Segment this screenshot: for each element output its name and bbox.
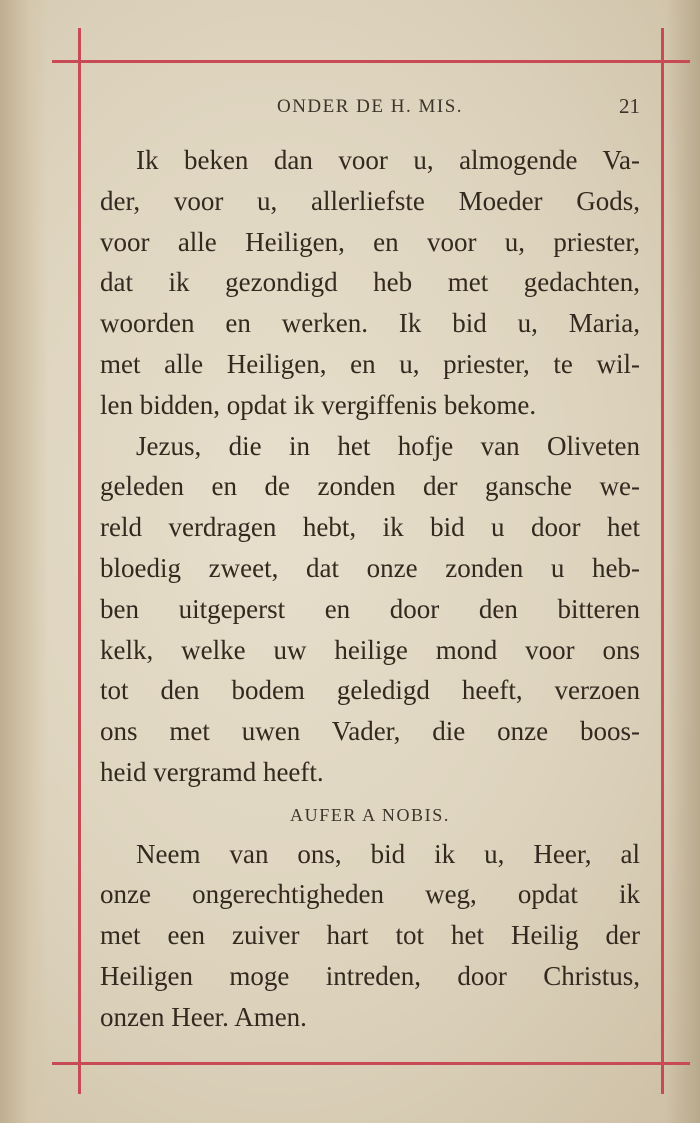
page-header bbox=[100, 94, 640, 124]
text-line: Jezus, die in het hofje van Oliveten bbox=[136, 430, 640, 461]
text-line: len bidden, opdat ik vergiffenis bekome. bbox=[100, 389, 537, 420]
page-number: 21 bbox=[619, 94, 640, 118]
body-text bbox=[100, 140, 640, 1038]
paragraph-jezus bbox=[100, 426, 640, 793]
text-line: bloedig zweet, dat onze zonden u heb- bbox=[100, 552, 640, 583]
text-line: voor alle Heiligen, en voor u, priester, bbox=[100, 226, 640, 257]
bottom-border-rule bbox=[52, 1062, 690, 1065]
text-line: dat ik gezondigd heb met gedachten, bbox=[100, 267, 640, 298]
right-border-rule bbox=[661, 28, 664, 1094]
text-line: met alle Heiligen, en u, priester, te wil- bbox=[100, 348, 640, 379]
section-heading: AUFER A NOBIS. bbox=[290, 804, 450, 825]
text-line: ons met uwen Vader, die onze boos- bbox=[100, 716, 640, 747]
text-line: Heiligen moge intreden, door Christus, bbox=[100, 960, 640, 991]
text-line: reld verdragen hebt, ik bid u door het bbox=[100, 512, 640, 543]
text-line: woorden en werken. Ik bid u, Maria, bbox=[100, 308, 640, 339]
text-line: Ik beken dan voor u, almogende Va- bbox=[136, 145, 640, 175]
paragraph-aufer bbox=[100, 834, 640, 1038]
text-line: kelk, welke uw heilige mond voor ons bbox=[100, 634, 640, 665]
text-line: geleden en de zonden der gansche we- bbox=[100, 471, 640, 502]
text-line: heid vergramd heeft. bbox=[100, 756, 324, 787]
text-line: onze ongerechtigheden weg, opdat ik bbox=[100, 879, 640, 910]
text-line: der, voor u, allerliefste Moeder Gods, bbox=[100, 185, 640, 216]
text-line: Neem van ons, bid ik u, Heer, al bbox=[136, 838, 640, 869]
paragraph-confiteor bbox=[100, 140, 640, 426]
text-line: met een zuiver hart tot het Heilig der bbox=[100, 920, 640, 951]
left-border-rule bbox=[78, 28, 81, 1094]
top-border-rule bbox=[52, 60, 690, 63]
text-line: onzen Heer. Amen. bbox=[100, 1001, 307, 1032]
running-title: ONDER DE H. MIS. bbox=[276, 96, 464, 117]
text-line: tot den bodem geledigd heeft, verzoen bbox=[100, 675, 640, 706]
text-line: ben uitgeperst en door den bitteren bbox=[100, 593, 640, 624]
